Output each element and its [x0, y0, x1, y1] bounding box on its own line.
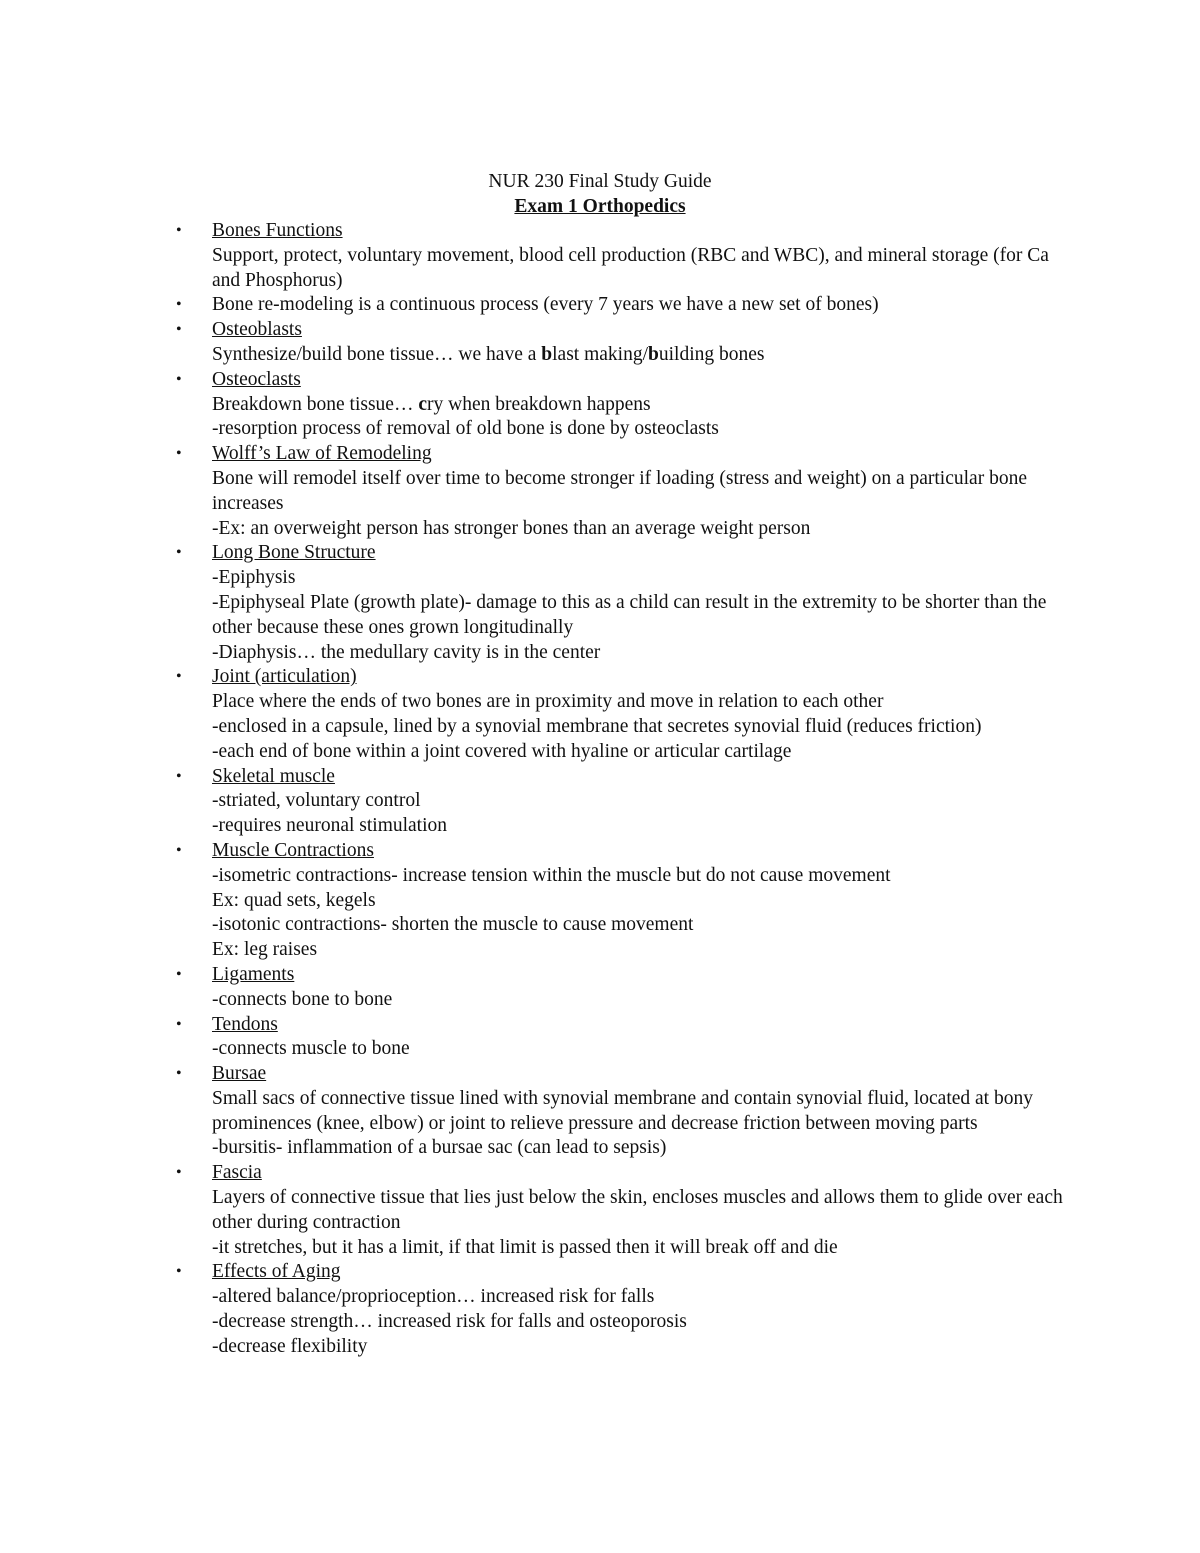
list-item-bursae	[172, 1062, 1072, 1161]
item-line	[212, 393, 1072, 418]
item-line: -Ex: an overweight person has stronger bones than an average weight person	[212, 517, 811, 539]
item-line: Ex: quad sets, kegels	[212, 889, 376, 911]
bullet-icon: •	[176, 767, 182, 785]
bold-letter: c	[418, 393, 427, 415]
list-item-effects-of-aging	[172, 1260, 1072, 1359]
text-run: last making/	[552, 343, 648, 365]
item-line: -decrease flexibility	[212, 1335, 368, 1357]
bold-letter: b	[541, 343, 553, 365]
item-heading: Skeletal muscle	[212, 765, 335, 787]
item-heading: Osteoclasts	[212, 368, 301, 390]
item-text: Bone re-modeling is a continuous process (every 7 years we have a new set of bones)	[212, 294, 879, 316]
list-item-bone-remodeling	[172, 293, 1072, 318]
item-heading: Muscle Contractions	[212, 839, 374, 861]
item-line: -connects bone to bone	[212, 988, 393, 1010]
bullet-icon: •	[176, 1015, 182, 1033]
text-run: Synthesize/build bone tissue… we have a	[212, 343, 542, 365]
list-item-ligaments	[172, 963, 1072, 1013]
text-run: uilding bones	[658, 343, 765, 365]
item-line: -it stretches, but it has a limit, if that limit is passed then it will break off and die	[212, 1236, 838, 1258]
item-line: Support, protect, voluntary movement, blood cell production (RBC and WBC), and mineral storage (for Ca and Phosphorus)	[212, 244, 1049, 291]
bullet-icon: •	[176, 321, 182, 339]
list-item-bones-functions	[172, 219, 1072, 293]
item-line: -resorption process of removal of old bone is done by osteoclasts	[212, 418, 719, 440]
bullet-icon: •	[176, 296, 182, 314]
text-run: ry when breakdown happens	[427, 393, 651, 415]
list-item-osteoblasts	[172, 318, 1072, 368]
item-line: Ex: leg raises	[212, 939, 318, 961]
bullet-icon: •	[176, 1263, 182, 1281]
section-heading: Exam 1 Orthopedics	[514, 196, 686, 217]
item-heading: Tendons	[212, 1013, 278, 1035]
item-heading: Long Bone Structure	[212, 542, 376, 564]
bold-letter: b	[648, 343, 659, 365]
item-line: -Epiphysis	[212, 567, 296, 589]
list-item-long-bone-structure	[172, 541, 1072, 665]
item-heading: Effects of Aging	[212, 1261, 341, 1283]
item-line: -Epiphyseal Plate (growth plate)- damage to this as a child can result in the extremity to be shorter than the other because these ones grown longitudinally	[212, 591, 1047, 638]
text-run: Breakdown bone tissue…	[212, 393, 419, 415]
bullet-icon: •	[176, 1164, 182, 1182]
item-line: Bone will remodel itself over time to become stronger if loading (stress and weight) on a particular bone increases	[212, 467, 1027, 514]
item-line: -requires neuronal stimulation	[212, 815, 448, 837]
list-item-muscle-contractions	[172, 839, 1072, 963]
bullet-icon: •	[176, 544, 182, 562]
item-line: Small sacs of connective tissue lined with synovial membrane and contain synovial fluid, located at bony prominences (knee, elbow) or joint to relieve pressure and decrease friction between moving parts	[212, 1087, 1033, 1134]
bullet-icon: •	[176, 1065, 182, 1083]
item-line	[212, 343, 1072, 368]
list-item-fascia	[172, 1161, 1072, 1260]
list-item-joint	[172, 665, 1072, 764]
study-guide-list	[172, 219, 1072, 1360]
item-line: -decrease strength… increased risk for falls and osteoporosis	[212, 1311, 687, 1333]
bullet-icon: •	[176, 965, 182, 983]
document-title: NUR 230 Final Study Guide	[488, 171, 712, 192]
item-line: -enclosed in a capsule, lined by a synovial membrane that secretes synovial fluid (reduces friction)	[212, 715, 982, 737]
bullet-icon: •	[176, 445, 182, 463]
item-line: -altered balance/proprioception… increased risk for falls	[212, 1286, 655, 1308]
item-heading: Osteoblasts	[212, 319, 302, 341]
item-line: -connects muscle to bone	[212, 1038, 410, 1060]
item-line: Place where the ends of two bones are in proximity and move in relation to each other	[212, 691, 884, 713]
item-line: -each end of bone within a joint covered with hyaline or articular cartilage	[212, 740, 792, 762]
item-heading: Ligaments	[212, 963, 295, 985]
list-item-wolffs-law	[172, 442, 1072, 541]
bullet-icon: •	[176, 668, 182, 686]
list-item-skeletal-muscle	[172, 765, 1072, 839]
bullet-icon: •	[176, 841, 182, 859]
item-heading: Wolff’s Law of Remodeling	[212, 443, 432, 465]
item-line: Layers of connective tissue that lies just below the skin, encloses muscles and allows them to glide over each other during contraction	[212, 1187, 1063, 1233]
bullet-icon: •	[176, 222, 182, 239]
item-heading: Bones Functions	[212, 220, 343, 241]
item-line: -isotonic contractions- shorten the muscle to cause movement	[212, 914, 694, 936]
item-heading: Fascia	[212, 1162, 262, 1184]
item-heading: Joint (articulation)	[212, 666, 357, 688]
item-line: -bursitis- inflammation of a bursae sac (can lead to sepsis)	[212, 1137, 667, 1159]
item-line: -striated, voluntary control	[212, 790, 421, 812]
item-heading: Bursae	[212, 1063, 267, 1085]
item-line: -Diaphysis… the medullary cavity is in the center	[212, 641, 601, 663]
item-line: -isometric contractions- increase tension within the muscle but do not cause movement	[212, 864, 891, 886]
bullet-icon: •	[176, 370, 182, 388]
list-item-tendons	[172, 1013, 1072, 1063]
list-item-osteoclasts	[172, 368, 1072, 442]
